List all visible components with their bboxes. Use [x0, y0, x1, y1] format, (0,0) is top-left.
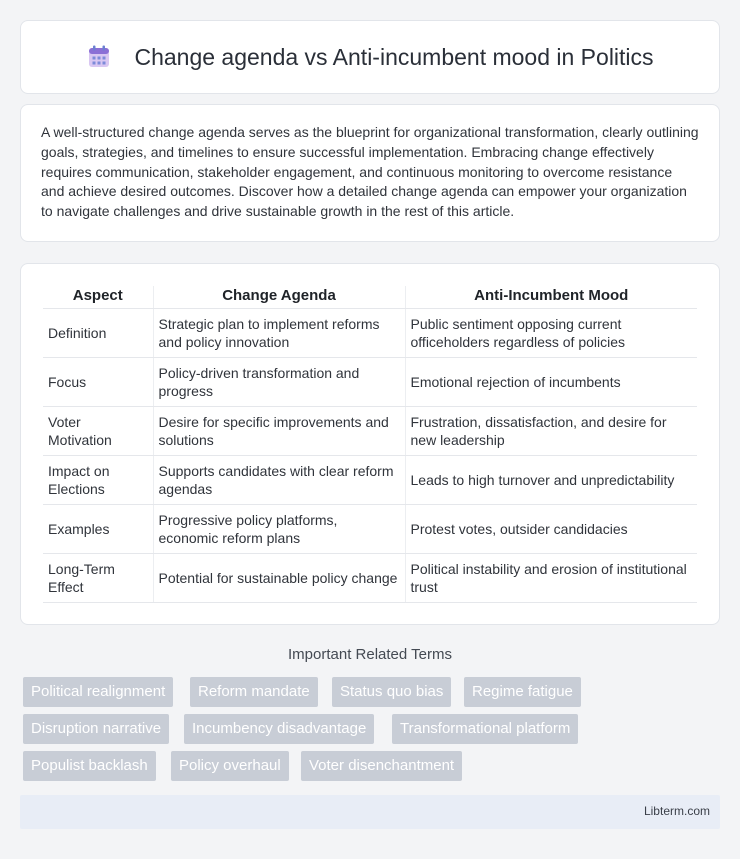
page-header: [20, 20, 720, 94]
footer-site-link[interactable]: Libterm.com: [643, 804, 710, 818]
table-row: [43, 308, 697, 357]
intro-text: A well-structured change agenda serves as the blueprint for organizational transformation, clearly outlining goals, strategies, and timelines to ensure successful implementation. Embracing change effectively requires communication, stakeholder engagement, and continuous monitoring to overcome resistance and achieve desired outcomes. Discover how a detailed change agenda can empower your organization to navigate challenges and drive sustainable growth in the rest of this article.: [41, 124, 699, 220]
cell-anti-incumbent: Leads to high turnover and unpredictability: [405, 455, 697, 504]
cell-aspect: Definition: [43, 308, 153, 357]
cell-aspect: Long-Term Effect: [43, 553, 153, 602]
tag-reform-mandate[interactable]: Reform mandate: [190, 677, 318, 707]
cell-change-agenda: Potential for sustainable policy change: [153, 553, 405, 602]
cell-change-agenda: Desire for specific improvements and solutions: [153, 406, 405, 455]
cell-aspect: Impact on Elections: [43, 455, 153, 504]
tag-status-quo-bias[interactable]: Status quo bias: [332, 677, 451, 707]
header-aspect: Aspect: [43, 286, 153, 308]
header-change-agenda: Change Agenda: [153, 286, 405, 308]
cell-change-agenda: Progressive policy platforms, economic reform plans: [153, 504, 405, 553]
cell-anti-incumbent: Protest votes, outsider candidacies: [405, 504, 697, 553]
calendar-icon: [86, 44, 112, 70]
tag-incumbency-disadvantage[interactable]: Incumbency disadvantage: [184, 714, 374, 744]
cell-anti-incumbent: Frustration, dissatisfaction, and desire for new leadership: [405, 406, 697, 455]
tag-policy-overhaul[interactable]: Policy overhaul: [171, 751, 289, 781]
table-row: [43, 553, 697, 602]
table-row: [43, 455, 697, 504]
cell-change-agenda: Strategic plan to implement reforms and policy innovation: [153, 308, 405, 357]
page-title: Change agenda vs Anti-incumbent mood in Politics: [134, 43, 654, 70]
comparison-card: [20, 263, 720, 625]
tag-populist-backlash[interactable]: Populist backlash: [23, 751, 156, 781]
cell-change-agenda: Policy-driven transformation and progress: [153, 357, 405, 406]
cell-aspect: Focus: [43, 357, 153, 406]
tag-regime-fatigue[interactable]: Regime fatigue: [464, 677, 581, 707]
tag-voter-disenchantment[interactable]: Voter disenchantment: [301, 751, 462, 781]
table-row: [43, 406, 697, 455]
related-terms-title: Important Related Terms: [288, 646, 452, 663]
table-row: [43, 357, 697, 406]
cell-anti-incumbent: Political instability and erosion of institutional trust: [405, 553, 697, 602]
cell-anti-incumbent: Emotional rejection of incumbents: [405, 357, 697, 406]
tag-political-realignment[interactable]: Political realignment: [23, 677, 173, 707]
cell-change-agenda: Supports candidates with clear reform agendas: [153, 455, 405, 504]
footer: [20, 795, 720, 829]
comparison-table: [43, 286, 697, 603]
tag-transformational-platform[interactable]: Transformational platform: [392, 714, 578, 744]
intro-card: [20, 104, 720, 242]
table-header-row: [43, 286, 697, 308]
header-anti-incumbent: Anti-Incumbent Mood: [405, 286, 697, 308]
tag-disruption-narrative[interactable]: Disruption narrative: [23, 714, 169, 744]
cell-anti-incumbent: Public sentiment opposing current officeholders regardless of policies: [405, 308, 697, 357]
cell-aspect: Voter Motivation: [43, 406, 153, 455]
table-row: [43, 504, 697, 553]
cell-aspect: Examples: [43, 504, 153, 553]
